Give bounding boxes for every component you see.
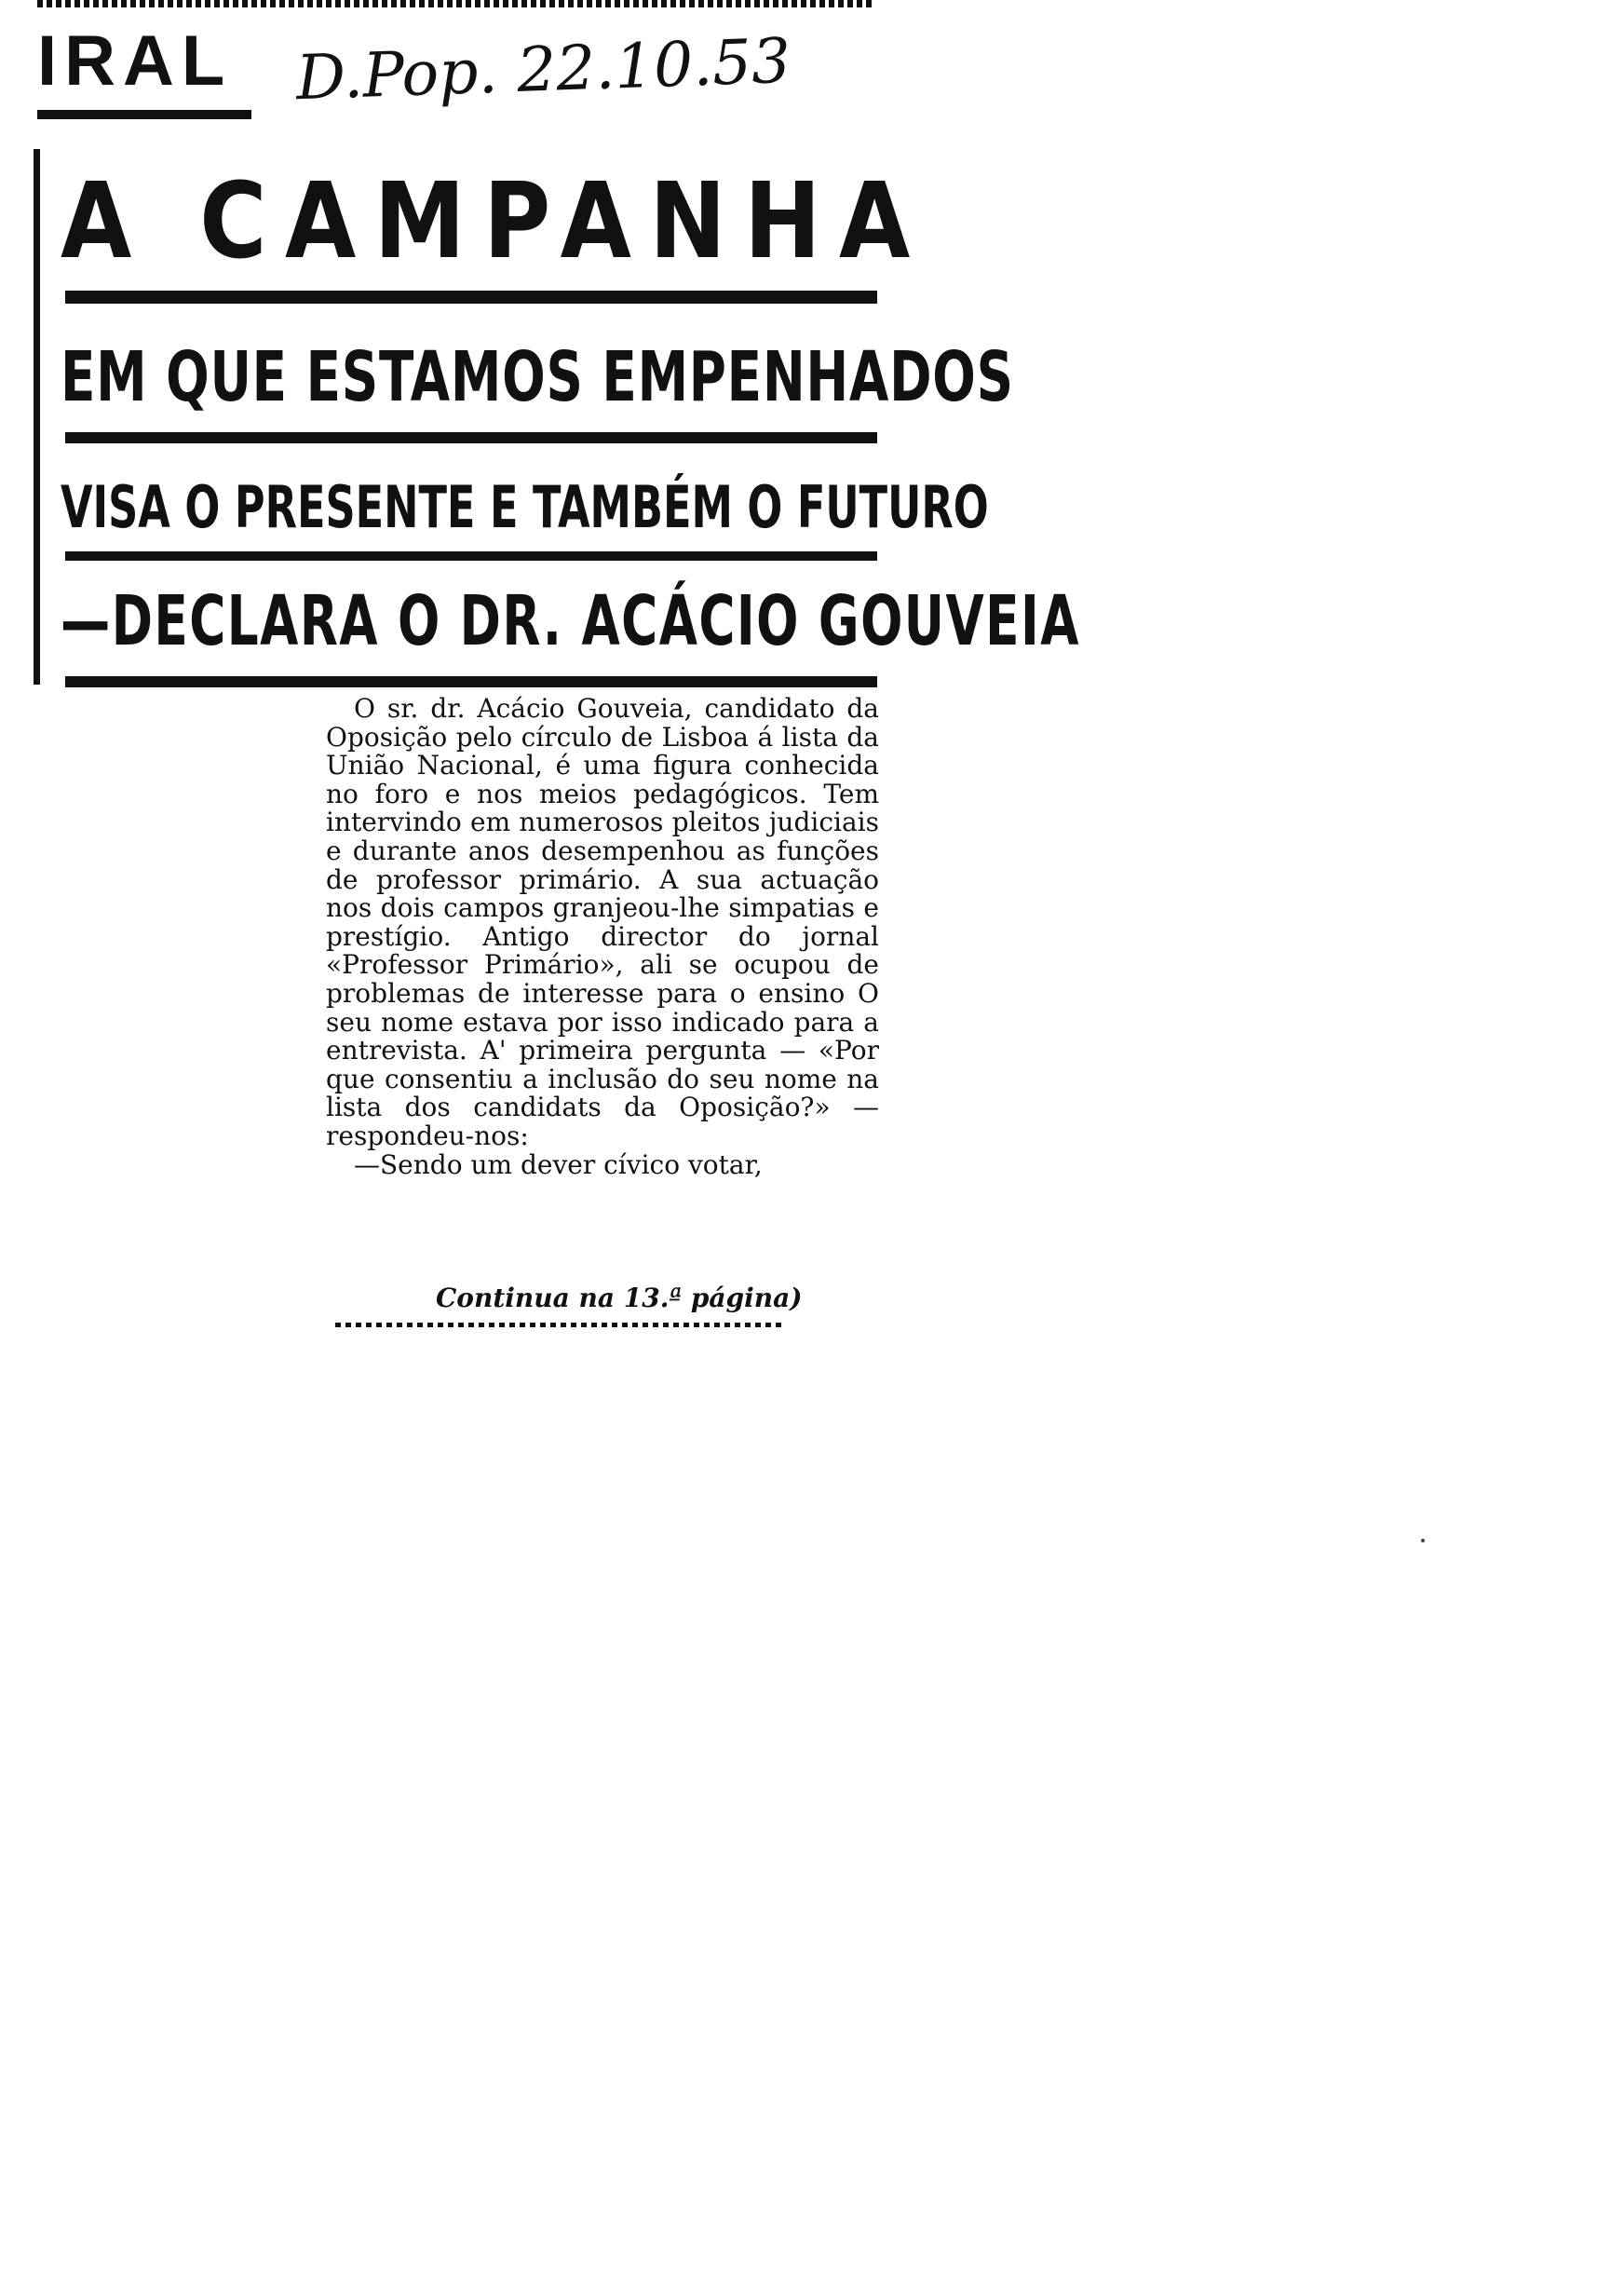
section-tag: IRAL xyxy=(37,21,233,101)
article-paragraph: O sr. dr. Acácio Gouveia, candidato da Oposição pelo círculo de Lisboa á lista da União Nacional, é uma figura conhecida no foro e nos meios pedagógicos. Tem intervindo em numerosos pleitos judiciais e durante anos desempenhou as funções de professor primário. A sua actuação nos dois campos granjeou-lhe simpatias e prestígio. Antigo director do jornal «Professor Primário», ali se ocupou de problemas de interesse para o ensino O seu nome estava por isso indicado para a entrevista. A' primeira pergunta — «Por que consentiu a inclusão do seu nome na lista dos candidats da Oposição?» — respondeu-nos: xyxy=(326,693,879,1151)
headline-line-1: A CAMPANHA xyxy=(61,161,928,282)
scan-speck xyxy=(1421,1539,1425,1542)
torn-bottom-edge xyxy=(335,1323,782,1327)
headline-rule-2 xyxy=(65,432,877,443)
headline-line-4: —DECLARA O DR. ACÁCIO GOUVEIA xyxy=(61,581,1080,661)
headline-rule-1 xyxy=(65,291,877,304)
newspaper-clipping xyxy=(0,0,1080,1341)
handwritten-annotation: D.Pop. 22.10.53 xyxy=(294,24,792,115)
left-margin-rule xyxy=(34,149,40,685)
headline-line-2: EM QUE ESTAMOS EMPENHADOS xyxy=(61,337,1014,417)
continued-note: Continua na 13.ª página) xyxy=(436,1283,803,1313)
article-body xyxy=(326,695,879,1179)
section-tag-underline xyxy=(37,110,251,119)
headline-rule-3 xyxy=(65,551,877,561)
torn-top-edge xyxy=(37,0,875,7)
headline-line-3: VISA O PRESENTE E TAMBÉM O FUTURO xyxy=(61,473,989,541)
headline-rule-4 xyxy=(65,676,877,687)
article-dialogue-line: —Sendo um dever cívico votar, xyxy=(354,1148,763,1180)
